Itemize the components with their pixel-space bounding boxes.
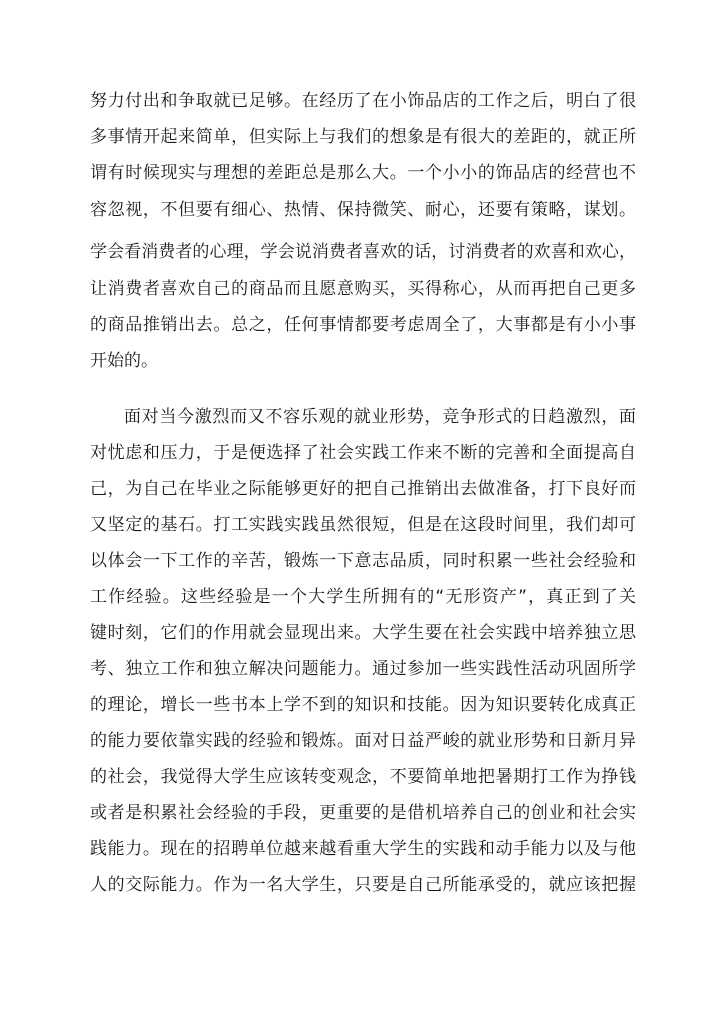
paragraph-line: 的理论，增长一些书本上学不到的知识和技能。因为知识要转化成真正 — [90, 695, 636, 715]
paragraph-line: 谓有时候现实与理想的差距总是那么大。一个小小的饰品店的经营也不 — [90, 163, 636, 183]
paragraph-line: 开始的。 — [90, 351, 158, 371]
paragraph-line: 考、独立工作和独立解决问题能力。通过参加一些实践性活动巩固所学 — [90, 659, 636, 679]
paragraph-line: 工作经验。这些经验是一个大学生所拥有的“无形资产”，真正到了关 — [90, 587, 636, 607]
paragraph-line: 的社会，我觉得大学生应该转变观念，不要简单地把暑期打工作为挣钱 — [90, 767, 636, 787]
paragraph-line: 容忽视，不但要有细心、热情、保持微笑、耐心，还要有策略，谋划。 — [90, 200, 636, 220]
paragraph-line: 践能力。现在的招聘单位越来越看重大学生的实践和动手能力以及与他 — [90, 839, 636, 859]
paragraph-line: 又坚定的基石。打工实践实践虽然很短，但是在这段时间里，我们却可 — [90, 515, 636, 535]
paragraph-line: 键时刻，它们的作用就会显现出来。大学生要在社会实践中培养独立思 — [90, 623, 636, 643]
paragraph-line: 学会看消费者的心理，学会说消费者喜欢的话，讨消费者的欢喜和欢心， — [90, 242, 636, 262]
paragraph-line: 让消费者喜欢自己的商品而且愿意购买，买得称心，从而再把自己更多 — [90, 279, 636, 299]
paragraph-line: 人的交际能力。作为一名大学生，只要是自己所能承受的，就应该把握 — [90, 875, 636, 895]
paragraph-line: 的商品推销出去。总之，任何事情都要考虑周全了，大事都是有小小事 — [90, 315, 636, 335]
paragraph-line: 的能力要依靠实践的经验和锻炼。面对日益严峻的就业形势和日新月异 — [90, 731, 636, 751]
paragraph-line: 对忧虑和压力，于是便选择了社会实践工作来不断的完善和全面提高自 — [90, 443, 636, 463]
paragraph-line: 努力付出和争取就已足够。在经历了在小饰品店的工作之后，明白了很 — [90, 91, 636, 111]
paragraph-line: 面对当今激烈而又不容乐观的就业形势，竞争形式的日趋激烈，面 — [124, 407, 636, 427]
paragraph-line: 己，为自己在毕业之际能够更好的把自己推销出去做准备，打下良好而 — [90, 479, 636, 499]
paragraph-line: 或者是积累社会经验的手段，更重要的是借机培养自己的创业和社会实 — [90, 803, 636, 823]
paragraph-line: 多事情开起来简单，但实际上与我们的想象是有很大的差距的，就正所 — [90, 127, 636, 147]
paragraph-line: 以体会一下工作的辛苦，锻炼一下意志品质，同时积累一些社会经验和 — [90, 551, 636, 571]
